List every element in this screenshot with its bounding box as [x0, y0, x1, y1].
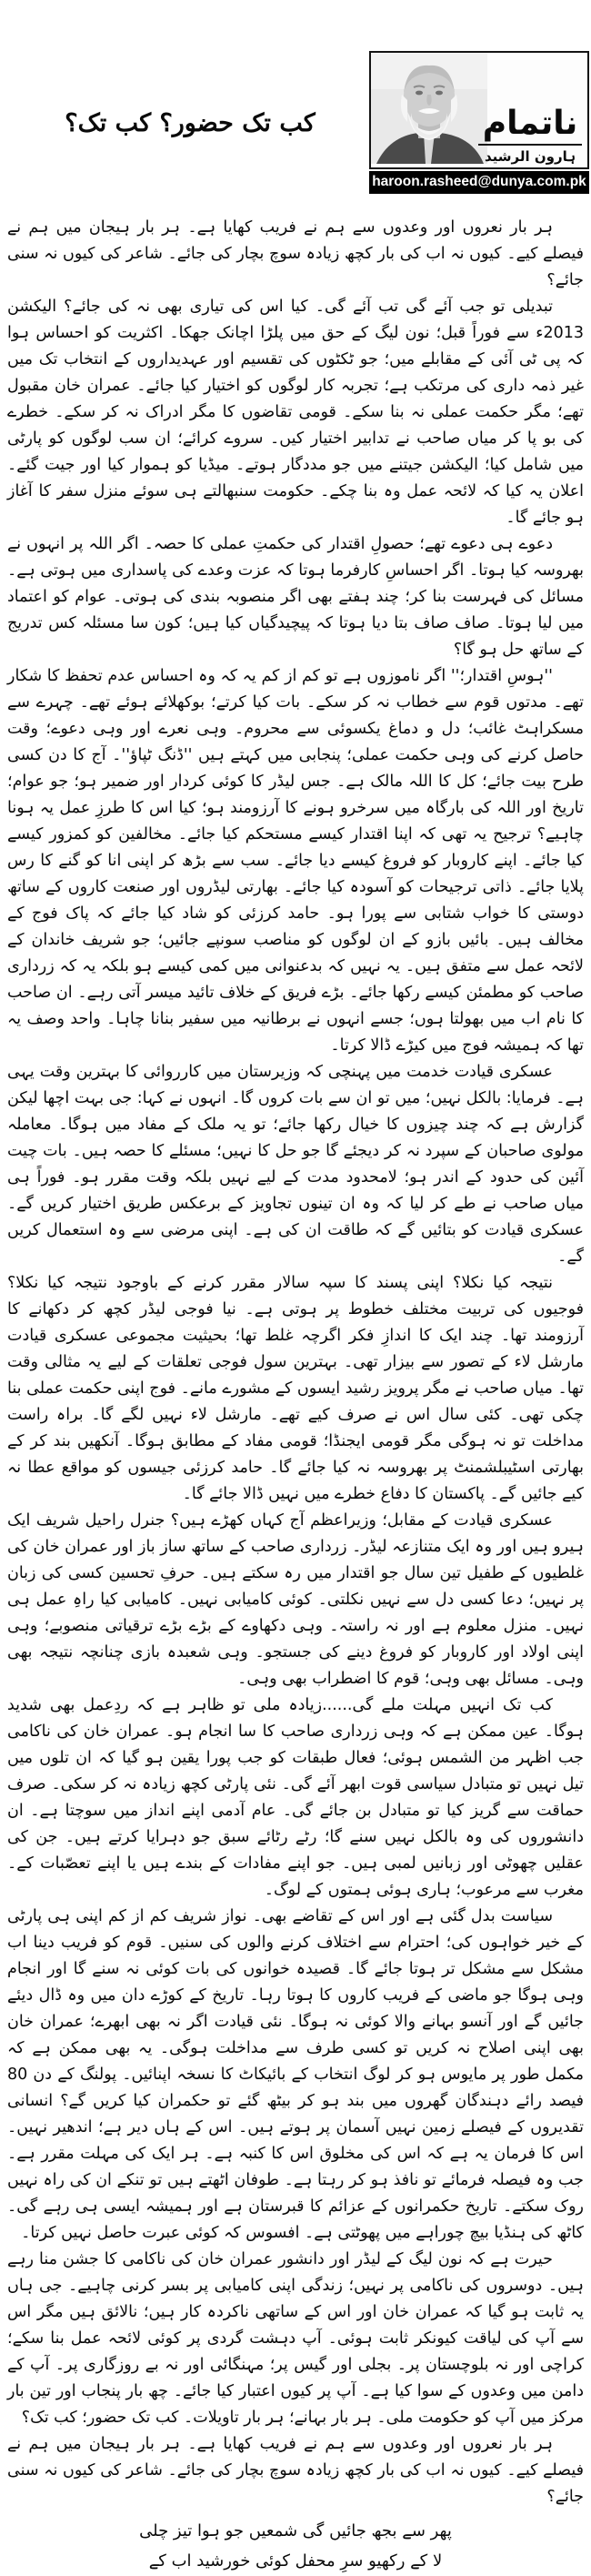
closing-couplet [7, 2516, 584, 2576]
article-paragraph: کب تک انہیں مہلت ملے گی......زیادہ ملی تو ظاہر ہے کہ ردِعمل بھی شدید ہوگا۔ عین ممکن ہے کہ وہی زرداری صاحب کا سا انجام ہو۔ عمران خان کی ناکامی جب اظہر من الشمس ہوئی؛ فعال طبقات کو جب پورا یقین ہو گیا کہ ان تلوں میں تیل نہیں تو متبادل سیاسی قوت ابھر آئے گی۔ نئی پارٹی کچھ زیادہ نہ کر سکی۔ صرف حماقت سے گریز کیا تو متبادل بن جائے گی۔ عام آدمی اپنے انداز میں سوچتا ہے۔ ان دانشوروں کی وہ بالکل نہیں سنے گا؛ رٹے رٹائے سبق جو دہرایا کرتے ہیں۔ جن کی عقلیں چھوٹی اور زبانیں لمبی ہیں۔ جو اپنے مفادات کے بندے ہیں یا اپنے تعصّبات کے۔ مغرب سے مرعوب؛ ہاری ہوئی ہمتوں کے لوگ۔ [7, 1696, 584, 1899]
masthead-text [476, 107, 584, 167]
couplet-line: پھر سے بجھ جائیں گی شمعیں جو ہوا تیز چلی [139, 2521, 452, 2541]
article-paragraph: سیاست بدل گئی ہے اور اس کے تقاضے بھی۔ نواز شریف کم از کم اپنی ہی پارٹی کے خیر خواہوں کی؛ احترام سے اختلاف کرنے والوں کی سنیں۔ قوم کو فریب دینا اب مشکل سے مشکل تر ہوتا جائے گا۔ قصیدہ خوانوں کی بات کوئی نہ سنے گا اور انجام وہی ہوگا جو ماضی کے فریب کاروں کا ہوتا رہا۔ تاریخ کے کوڑے دان میں وہ ڈال دیئے جائیں گے اور آنسو بہانے والا کوئی نہ ہوگا۔ نئی قیادت اگر نہ بھی ابھرے؛ عمران خان بھی اپنی اصلاح نہ کریں تو کسی طرف سے مداخلت ہوگی۔ یہ بھی ممکن ہے کہ مکمل طور پر مایوس ہو کر لوگ انتخاب کے بائیکاٹ کا نسخہ اپنائیں۔ پولنگ کے دن 80 فیصد رائے دہندگان گھروں میں بند ہو کر بیٹھ گئے تو حکمران کیا کریں گے؟ انسانی تقدیروں کے فیصلے زمین نہیں آسمان پر ہوتے ہیں۔ اس کے ہاں دیر ہے؛ اندھیر نہیں۔ اس کا فرمان یہ ہے کہ اس کی مخلوق اس کا کنبہ ہے۔ ہر ایک کی مہلت مقرر ہے۔ جب وہ فیصلہ فرمائے تو نافذ ہو کر رہتا ہے۔ طوفان اٹھتے ہیں تو تنکے ان کی راہ نہیں روک سکتے۔ تاریخ حکمرانوں کے عزائم کا قبرستان ہے اور ہمیشہ ایسی ہی رہے گی۔ کاٹھ کی ہنڈیا بیچ چوراہے میں پھوٹتی ہے۔ افسوس کہ کوئی عبرت حاصل نہیں کرتا۔ [7, 1907, 584, 2242]
masthead-box [369, 51, 589, 169]
article-paragraph: ہر بار نعروں اور وعدوں سے ہم نے فریب کھایا ہے۔ ہر بار ہیجان میں ہم نے فیصلے کیے۔ کیوں نہ اب کی بار کچھ زیادہ سوچ بچار کی جائے۔ شاعر کی کیوں نہ سنی جائے؟ [7, 2435, 584, 2506]
author-name: ہارون الرشید [484, 148, 576, 165]
author-photo [371, 53, 487, 164]
author-email: haroon.rasheed@dunya.com.pk [369, 171, 589, 194]
article-body [0, 215, 591, 2576]
article-paragraph: عسکری قیادت خدمت میں پہنچی کہ وزیرستان میں کارروائی کا بہترین وقت یہی ہے۔ فرمایا: بالکل نہیں؛ میں تو ان سے بات کروں گا۔ انہوں نے کہا: جی بہت اچھا لیکن گزارش ہے کہ چند چیزوں کا خیال رکھا جائے؛ تو یہ ملک کے مفاد میں ہوگا۔ معاملہ مولوی صاحبان کے سپرد نہ کر دیجئے گا جو حل کا نہیں؛ مسئلے کا حصہ ہیں۔ بات چیت آئین کی حدود کے اندر ہو؛ لامحدود مدت کے لیے نہیں بلکہ وقت مقرر ہو۔ فوراً ہی میاں صاحب نے طے کر لیا کہ وہ ان تینوں تجاویز کے برعکس طریق اختیار کریں گے۔ عسکری قیادت کو بتائیں گے کہ طاقت ان کی ہے۔ اپنی مرضی سے وہ استعمال کریں گے۔ [7, 1063, 584, 1266]
article-paragraph: ''ہوسِ اقتدار؛'' اگر ناموزوں ہے تو کم از کم یہ کہ وہ احساس عدم تحفظ کا شکار تھے۔ مدتوں قوم سے خطاب نہ کر سکے۔ بات کیا کرتے؛ بوکھلائے ہوئے تھے۔ چہرے سے مسکراہٹ غائب؛ دل و دماغ یکسوئی سے محروم۔ وہی نعرے اور وہی دعوے؛ وقت حاصل کرنے کی وہی حکمت عملی؛ پنجابی میں کہتے ہیں ''ڈنگ ٹپاؤ''۔ آج کا دن کسی طرح بیت جائے؛ کل کا اللہ مالک ہے۔ جس لیڈر کا کوئی کردار اور ضمیر ہو؛ جو عوام؛ تاریخ اور اللہ کی بارگاہ میں سرخرو ہونے کا آرزومند ہو؛ کیا اس کا طرزِ عمل یہ ہونا چاہیے؟ ترجیح یہ تھی کہ اپنا اقتدار کیسے مستحکم کیا جائے۔ مخالفین کو کمزور کیسے کیا جائے۔ اپنے کاروبار کو فروغ کیسے دیا جائے۔ سب سے بڑھ کر اپنی انا کو گنے کا رس پلایا جائے۔ ذاتی ترجیحات کو آسودہ کیا جائے۔ بھارتی لیڈروں اور صنعت کاروں کے ساتھ دوستی کا خواب شتابی سے پورا ہو۔ حامد کرزئی کو شاد کیا جائے کہ پاک فوج کے مخالف ہیں۔ بائیں بازو کے ان لوگوں کو مناصب سونپے جائیں؛ جو شریف خاندان کے لائحہ عمل سے متفق ہیں۔ یہ نہیں کہ بدعنوانی میں کمی کیسے ہو بلکہ یہ کہ زرداری صاحب کو مطمئن کیسے رکھا جائے۔ بڑے فریق کے خلاف تائید میسر آتی رہے۔ ان صاحب کا نام اب میں بھولتا ہوں؛ جسے انہوں نے برطانیہ میں سفیر بنانا چاہا۔ واحد وصف یہ تھا کہ ہمیشہ فوج میں کیڑے ڈالا کرتا۔ [7, 667, 584, 1055]
article-paragraph: حیرت ہے کہ نون لیگ کے لیڈر اور دانشور عمران خان کی ناکامی کا جشن منا رہے ہیں۔ دوسروں کی ناکامی پر نہیں؛ زندگی اپنی کامیابی پر بسر کرنی چاہیے۔ جی ہاں یہ ثابت ہو گیا کہ عمران خان اور اس کے ساتھی ناکردہ کار ہیں؛ نالائق ہیں مگر اس سے آپ کی لیاقت کیونکر ثابت ہوئی۔ آپ دہشت گردی پر کوئی لائحہ عمل بنا سکے؛ کراچی اور نہ بلوچستان پر۔ بجلی اور گیس پر؛ مہنگائی اور نہ بے روزگاری پر۔ آپ کے دامن میں وعدوں کے سوا کیا ہے۔ آپ پر کیوں اعتبار کیا جائے۔ چھ بار پنجاب اور تین بار مرکز میں آپ کو حکومت ملی۔ ہر بار بہانے؛ ہر بار تاویلات۔ کب تک حضور؛ کب تک؟ [7, 2250, 584, 2427]
article-paragraph: نتیجہ کیا نکلا؟ اپنی پسند کا سپہ سالار مقرر کرنے کے باوجود نتیجہ کیا نکلا؟ فوجیوں کی تربیت مختلف خطوط پر ہوتی ہے۔ نیا فوجی لیڈر کچھ کر دکھانے کا آرزومند تھا۔ چند ایک کا اندازِ فکر اگرچہ غلط تھا؛ بحیثیت مجموعی عسکری قیادت مارشل لاء کے تصور سے بیزار تھی۔ بہترین سول فوجی تعلقات کے لیے یہ مثالی وقت تھا۔ میاں صاحب نے مگر پرویز رشید ایسوں کے مشورے مانے۔ فوج اپنی حکمت عملی بنا چکی تھی۔ کئی سال اس نے صرف کیے تھے۔ مارشل لاء نہیں لگے گا۔ براہ راست مداخلت تو نہ ہوگی مگر قومی ایجنڈا؛ قومی مفاد کے مطابق ہوگا۔ آنکھیں بند کر کے بھارتی اسٹیبلشمنٹ پر بھروسہ نہ کیا جائے گا۔ حامد کرزئی جیسوں کو مواقع عطا نہ کیے جائیں گے۔ پاکستان کا دفاع خطرے میں نہیں ڈالا جائے گا۔ [7, 1274, 584, 1503]
masthead-divider [478, 144, 582, 146]
article-paragraph: تبدیلی تو جب آئے گی تب آئے گی۔ کیا اس کی تیاری بھی نہ کی جائے؟ الیکشن 2013ء سے فوراً قبل؛ نون لیگ کے حق میں پلڑا اچانک جھکا۔ اکثریت کو احساس ہوا کہ پی ٹی آئی کے مقابلے میں؛ جو ٹکٹوں کی تقسیم اور عہدیداروں کے انتخاب تک میں غیر ذمہ داری کی مرتکب ہے؛ تجربہ کار لوگوں کو اختیار کیا جائے۔ عمران خان مقبول تھے؛ مگر حکمت عملی نہ بنا سکے۔ قومی تقاضوں کا مگر ادراک نہ کر سکے۔ خطرے کی بو پا کر میاں صاحب نے تدابیر اختیار کیں۔ سروے کرائے؛ ان سب لوگوں کو پارٹی میں شامل کیا؛ الیکشن جیتنے میں جو مددگار ہوتے۔ میڈیا کو ہموار کیا اور جیت گئے۔ اعلان یہ کیا کہ لائحہ عمل وہ بنا چکے۔ حکومت سنبھالتے ہی سوئے منزل سفر کا آغاز ہو جائے گا۔ [7, 298, 584, 527]
couplet-line: لا کے رکھیو سرِ محفل کوئی خورشید اب کے [148, 2551, 443, 2571]
column-title: ناتمام [482, 105, 578, 142]
article-paragraph: ہر بار نعروں اور وعدوں سے ہم نے فریب کھایا ہے۔ ہر بار ہیجان میں ہم نے فیصلے کیے۔ کیوں نہ اب کی بار کچھ زیادہ سوچ بچار کی جائے۔ شاعر کی کیوں نہ سنی جائے؟ [7, 218, 584, 289]
masthead [369, 51, 589, 194]
masthead-area [0, 0, 591, 215]
headline: کب تک حضور؟ کب تک؟ [65, 109, 316, 138]
article-paragraph: دعوے ہی دعوے تھے؛ حصولِ اقتدار کی حکمتِ عملی کا حصہ۔ اگر اللہ پر انہوں نے بھروسہ کیا ہوتا۔ اگر احساسِ کارفرما ہوتا کہ عزت وعدے کی پاسداری میں ہوتی ہے۔ مسائل کی فہرست بنا کر؛ چند ہفتے بھی اگر منصوبہ بندی کی ہوتی۔ عوام کو اعتماد میں لیا ہوتا۔ صاف صاف بتا دیا ہوتا کہ پیچیدگیاں کیا ہیں؛ کون سا مسئلہ کس تدریج کے ساتھ حل ہو گا؟ [7, 535, 584, 659]
article-paragraph: عسکری قیادت کے مقابل؛ وزیراعظم آج کہاں کھڑے ہیں؟ جنرل راحیل شریف ایک ہیرو ہیں اور وہ ایک متنازعہ لیڈر۔ زرداری صاحب کے ساتھ ساز باز اور عمران خان کی غلطیوں کے طفیل تین سال جو اقتدار میں رہ سکتے ہیں۔ حرفِ تحسین کسی کی زبان پر نہیں؛ دعا کسی دل سے نہیں نکلتی۔ کوئی کامیابی نہیں۔ کامیابی کیا راہِ عمل ہی نہیں۔ منزل معلوم ہے اور نہ راستہ۔ وہی دکھاوے کے بڑے بڑے ترقیاتی منصوبے؛ وہی اپنی اولاد اور کاروبار کو فروغ دینے کی جستجو۔ وہی شعبدہ بازی چنانچہ نتیجہ بھی وہی۔ مسائل بھی وہی؛ قوم کا اضطراب بھی وہی۔ [7, 1511, 584, 1688]
